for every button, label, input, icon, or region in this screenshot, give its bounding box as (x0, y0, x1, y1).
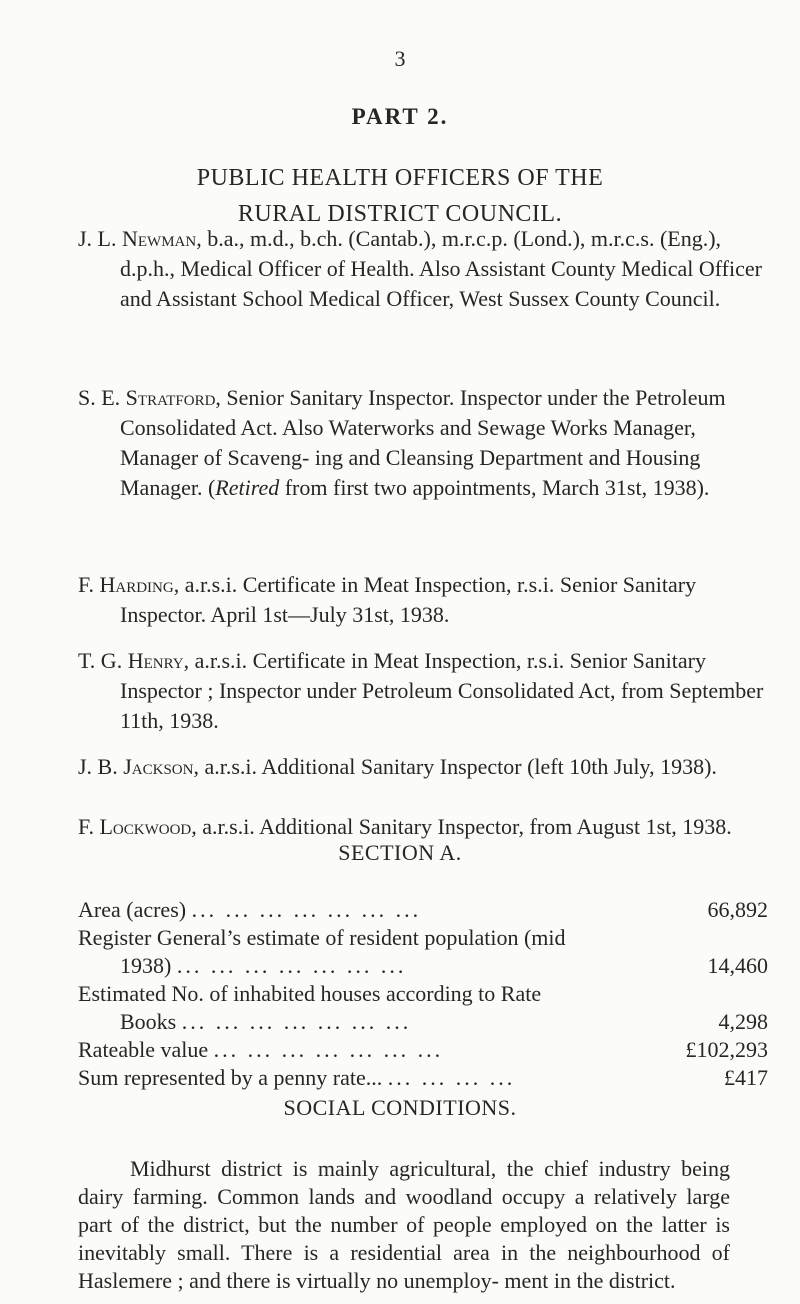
stat-row (78, 1036, 768, 1064)
retired-note: Retired (215, 475, 280, 500)
officer-name: F. Harding, (78, 572, 180, 597)
stat-value: 4,298 (718, 1009, 768, 1034)
stat-value: £102,293 (685, 1037, 768, 1062)
part-heading: PART 2. (351, 104, 449, 129)
stat-label-continued: 1938) (120, 953, 172, 978)
officer-entry-jackson (78, 752, 770, 782)
stat-value: 66,892 (707, 897, 768, 922)
stat-label: Area (acres) (78, 897, 187, 922)
officer-name: J. B. Jackson, (78, 754, 199, 779)
stat-row (78, 924, 768, 980)
officer-name: S. E. Stratford, (78, 385, 221, 410)
officer-entry-harding (78, 570, 770, 630)
officer-description: b.a., m.d., b.ch. (Cantab.), m.r.c.p. (Lond.), m.r.c.s. (Eng.), d.p.h., Medical Officer of Health. Also Assistant County Medical Officer and Assistant School Medical Officer, West Sussex County Council. (120, 226, 762, 311)
social-conditions-paragraph: Midhurst district is mainly agricultural, the chief industry being dairy farming. Common lands and woodland occupy a relatively large part of the district, but the number of people employed on the latter is inevitably small. There is a residential area in the neighbourhood of Haslemere ; and there is virtually no unemploy- ment in the district. (78, 1156, 730, 1293)
stat-label: Sum represented by a penny rate... (78, 1065, 383, 1090)
officer-name: J. L. Newman, (78, 226, 202, 251)
retired-note-rest: from first two appointments, March 31st, 1938). (284, 475, 710, 500)
officer-entry-henry (78, 646, 770, 736)
officer-description: a.r.s.i. Certificate in Meat Inspection, r.s.i. Senior Sanitary Inspector. April 1st—July 31st, 1938. (120, 572, 697, 627)
officer-description: a.r.s.i. Certificate in Meat Inspection, r.s.i. Senior Sanitary Inspector ; Inspector under Petroleum Consolidated Act, from September 11th, 1938. (120, 648, 764, 733)
stat-value: 14,460 (707, 953, 768, 978)
stat-row (78, 896, 768, 924)
leader-dots: ... ... ... ... ... ... ... (191, 897, 422, 922)
officer-description: a.r.s.i. Additional Sanitary Inspector (left 10th July, 1938). (204, 754, 717, 779)
page-title (90, 160, 710, 232)
officer-entry-lockwood-text (78, 812, 770, 842)
stat-label: Rateable value (78, 1037, 209, 1062)
page-number: 3 (394, 46, 406, 71)
title-line-1: PUBLIC HEALTH OFFICERS OF THE (196, 165, 604, 191)
stat-label: Register General’s estimate of resident population (mid (78, 925, 566, 950)
officer-name: T. G. Henry, (78, 648, 190, 673)
officer-entry-newman (78, 224, 770, 314)
social-conditions-heading: SOCIAL CONDITIONS. (283, 1095, 517, 1120)
leader-dots: ... ... ... ... (387, 1065, 516, 1090)
title-line-2: RURAL DISTRICT COUNCIL. (237, 201, 563, 227)
stat-row (78, 980, 768, 1036)
officer-entry-stratford: S. E. Stratford, Senior Sanitary Inspector. Inspector under the Petroleum Consolidated Act. Also Waterworks and Sewage Works Manager, Manager of Scaveng- ing and Cleansing Department and Housing Manager. (Retired from first two appointments, March 31st, 1938). (78, 385, 726, 500)
section-a-table (78, 896, 768, 1092)
officer-description: Senior Sanitary Inspector. Inspector under the Petroleum Consolidated Act. Also Waterworks and Sewage Works Manager, Manager of Scaveng- ing and Cleansing Department and Housing Manager. (120, 385, 726, 500)
officer-name: F. Lockwood, (78, 814, 197, 839)
leader-dots: ... ... ... ... ... ... ... (181, 1009, 412, 1034)
stat-label-continued: Books (120, 1009, 177, 1034)
leader-dots: ... ... ... ... ... ... ... (213, 1037, 444, 1062)
stat-value: £417 (724, 1065, 768, 1090)
stat-row (78, 1064, 768, 1092)
section-a-heading: SECTION A. (338, 840, 462, 865)
officer-description: a.r.s.i. Additional Sanitary Inspector, from August 1st, 1938. (202, 814, 732, 839)
stat-label: Estimated No. of inhabited houses according to Rate (78, 981, 542, 1006)
leader-dots: ... ... ... ... ... ... ... (176, 953, 407, 978)
